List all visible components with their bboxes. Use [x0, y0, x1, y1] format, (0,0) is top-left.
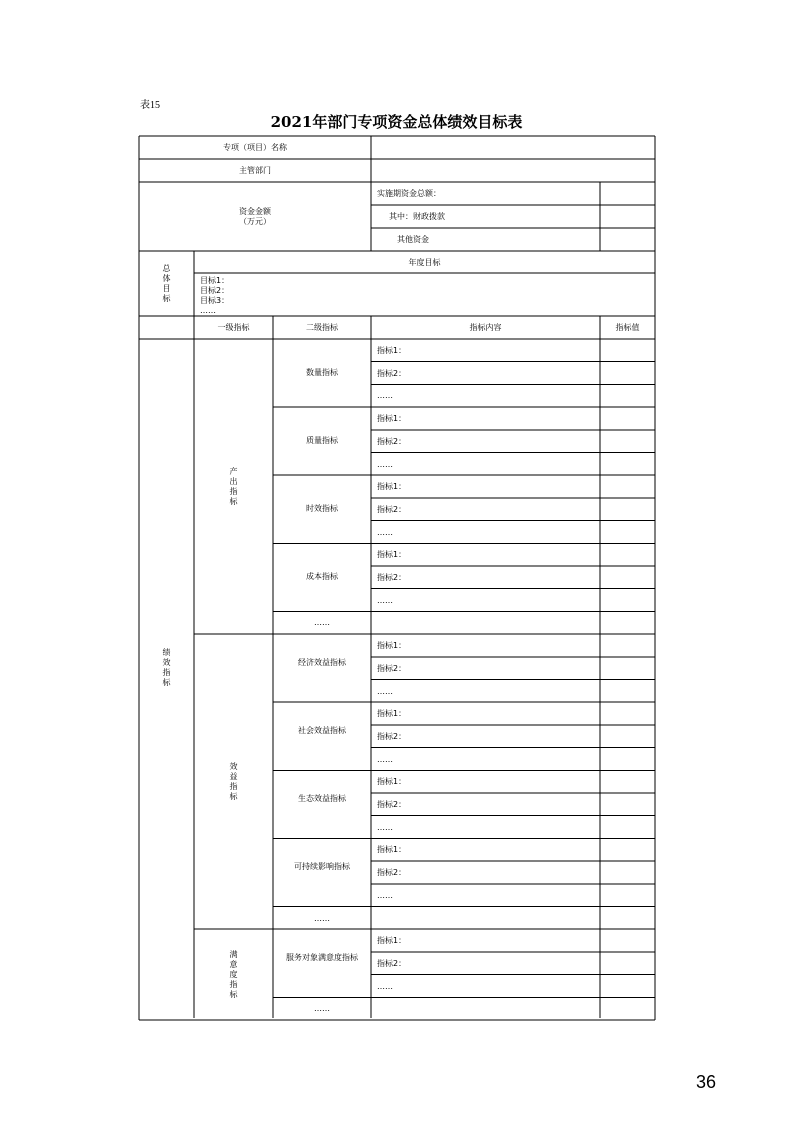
indicator-item[interactable]: ……: [377, 890, 393, 900]
sub-indicator-label: 生态效益指标: [298, 794, 346, 804]
indicator-item[interactable]: 指标1：: [377, 709, 407, 719]
indicator-item[interactable]: 指标1：: [377, 550, 407, 560]
target-line[interactable]: 目标3：: [200, 296, 230, 305]
department-label: 主管部门: [239, 166, 271, 175]
target-line[interactable]: ……: [200, 306, 216, 315]
page-number: 36: [696, 1072, 717, 1092]
fiscal-amount-label: 其中：财政拨款: [389, 212, 445, 221]
sub-indicator-label: 时效指标: [306, 504, 338, 514]
indicator-item[interactable]: 指标2：: [377, 436, 407, 446]
overall-goal-label: 总体目标: [162, 263, 171, 303]
other-funds-label: 其他资金: [397, 235, 429, 244]
level1-label: 产出指标: [229, 466, 238, 506]
indicator-item[interactable]: ……: [377, 595, 393, 605]
col-value-header: 指标值: [615, 323, 640, 332]
col-level1-header: 一级指标: [217, 323, 250, 332]
indicator-item[interactable]: 指标2：: [377, 800, 407, 809]
indicator-item[interactable]: 指标2：: [377, 573, 407, 582]
indicator-item[interactable]: 指标1：: [377, 777, 407, 787]
sub-indicator-label: 成本指标: [306, 572, 338, 582]
indicator-item[interactable]: ……: [377, 981, 393, 991]
annual-goal-label: 年度目标: [408, 258, 441, 267]
table-id: 表15: [140, 100, 160, 111]
col-level2-header: 二级指标: [306, 323, 338, 332]
indicator-item[interactable]: 指标1：: [377, 845, 407, 855]
indicator-item[interactable]: 指标1：: [377, 936, 407, 946]
target-line[interactable]: 目标2：: [200, 286, 230, 295]
level1-label: 效益指标: [229, 761, 238, 801]
indicator-item[interactable]: ……: [377, 459, 393, 469]
col-content-header: 指标内容: [469, 323, 502, 332]
indicator-item[interactable]: 指标1：: [377, 482, 407, 492]
indicator-item[interactable]: 指标2：: [377, 368, 407, 378]
sub-indicator-label: 社会效益指标: [298, 726, 346, 736]
page-title: 2021年部门专项资金总体绩效目标表: [270, 113, 523, 131]
sub-indicator-ellipsis: ……: [314, 913, 330, 923]
sub-indicator-label: 可持续影响指标: [294, 862, 350, 872]
sub-indicator-label: 服务对象满意度指标: [286, 953, 358, 963]
amount-label: 资金金额: [239, 207, 271, 216]
project-name-label: 专项（项目）名称: [223, 143, 287, 152]
indicator-item[interactable]: 指标2：: [377, 504, 407, 514]
sub-indicator-ellipsis: ……: [314, 618, 330, 628]
sub-indicator-label: 数量指标: [306, 368, 338, 378]
indicator-item[interactable]: ……: [377, 391, 393, 401]
sub-indicator-label: 质量指标: [306, 436, 338, 446]
sub-indicator-label: 经济效益指标: [298, 658, 346, 668]
indicator-item[interactable]: 指标2：: [377, 868, 407, 878]
target-line[interactable]: 目标1：: [200, 276, 230, 285]
indicator-item[interactable]: 指标1：: [377, 414, 407, 424]
indicator-item[interactable]: ……: [377, 527, 393, 537]
amount-unit-label: （万元）: [239, 217, 271, 226]
sub-indicator-ellipsis: ……: [314, 1004, 330, 1014]
indicator-item[interactable]: 指标2：: [377, 663, 407, 673]
indicator-item[interactable]: ……: [377, 686, 393, 696]
total-amount-label: 实施期资金总额：: [377, 189, 441, 198]
indicator-item[interactable]: 指标2：: [377, 958, 407, 968]
indicator-item[interactable]: ……: [377, 822, 393, 832]
indicator-item[interactable]: 指标2：: [377, 731, 407, 741]
performance-indicators-label: 绩效指标: [162, 648, 171, 687]
indicator-item[interactable]: 指标1：: [377, 346, 407, 355]
indicator-item[interactable]: ……: [377, 754, 393, 764]
level1-label: 满意度指标: [229, 949, 238, 999]
indicator-item[interactable]: 指标1：: [377, 641, 407, 651]
